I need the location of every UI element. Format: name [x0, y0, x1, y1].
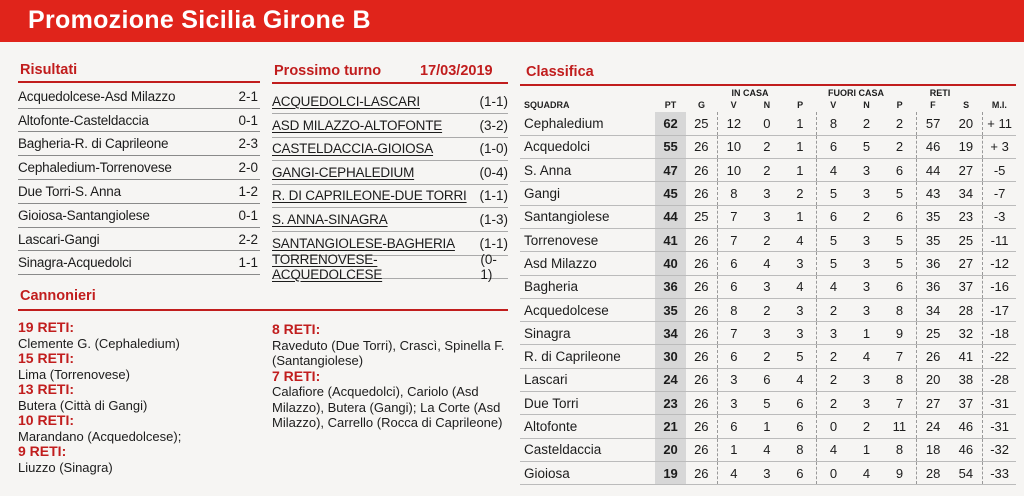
standings-goals-against: 27: [949, 159, 982, 182]
standings-row: [520, 252, 1016, 275]
standings-games: 26: [686, 275, 717, 298]
result-row: [18, 252, 260, 276]
next-previous-score: (3-2): [479, 117, 508, 133]
standings-row: [520, 415, 1016, 438]
next-match-row: [272, 137, 508, 161]
standings-home-losses: 4: [783, 368, 816, 391]
standings-away-wins: 2: [817, 392, 850, 415]
standings-col-header: P: [896, 100, 903, 110]
standings-games: 26: [686, 159, 717, 182]
standings-away-losses: 5: [883, 182, 916, 205]
standings-away-draws: 3: [850, 275, 883, 298]
standings-games: 26: [686, 368, 717, 391]
standings-goals-against: 20: [949, 112, 982, 135]
scorer-names: Lima (Torrenovese): [18, 366, 130, 382]
standings-row: [520, 135, 1016, 158]
standings-home-losses: 1: [783, 112, 816, 135]
standings-points: 20: [655, 438, 686, 461]
next-match: TORRENOVESE-ACQUEDOLCESE: [272, 251, 383, 282]
next-previous-score: (1-1): [479, 235, 508, 251]
standings-away-losses: 5: [883, 252, 916, 275]
standings-away-losses: 7: [883, 392, 916, 415]
result-match: Cephaledium-Torrenovese: [18, 160, 172, 176]
standings-goals-against: 19: [949, 135, 982, 158]
next-previous-score: (0-4): [479, 164, 508, 180]
standings-goals-against: 54: [949, 461, 982, 484]
standings-media-inglese: -3: [983, 205, 1016, 228]
standings-home-draws: 4: [750, 438, 783, 461]
next-previous-score: (1-0): [479, 141, 508, 157]
standings-media-inglese: -18: [983, 322, 1016, 345]
standings-media-inglese: -33: [983, 461, 1016, 484]
standings-goals-for: 34: [916, 298, 949, 321]
standings-goals-for: 35: [916, 228, 949, 251]
standings-home-draws: 3: [750, 205, 783, 228]
standings-home-losses: 6: [783, 392, 816, 415]
next-previous-score: (1-3): [479, 212, 508, 227]
standings-home-wins: 10: [717, 135, 750, 158]
classifica-divider: [520, 84, 1016, 86]
cannonieri-divider: [18, 309, 508, 311]
result-row: [18, 85, 260, 109]
standings-away-draws: 3: [850, 368, 883, 391]
standings-team-name: Lascari: [520, 368, 655, 391]
standings-games: 26: [686, 438, 717, 461]
standings-goals-against: 23: [949, 205, 982, 228]
next-match-row: [272, 114, 508, 138]
standings-home-losses: 2: [783, 182, 816, 205]
standings-points: 19: [655, 461, 686, 484]
risultati-divider: [18, 81, 260, 83]
scorer-goals: 7 RETI:: [272, 367, 321, 384]
standings-goals-against: 25: [949, 228, 982, 251]
standings-goals-for: 46: [916, 135, 949, 158]
next-match-row: [272, 184, 508, 208]
standings-goals-for: 27: [916, 392, 949, 415]
standings-col-header: N: [863, 100, 870, 110]
standings-home-draws: 5: [750, 392, 783, 415]
standings-home-losses: 5: [783, 345, 816, 368]
standings-away-draws: 3: [850, 228, 883, 251]
standings-away-wins: 0: [817, 415, 850, 438]
standings-points: 40: [655, 252, 686, 275]
standings-away-draws: 3: [850, 182, 883, 205]
scorer-names: Marandano (Acquedolcese);: [18, 428, 182, 444]
standings-away-draws: 3: [850, 252, 883, 275]
standings-col-header: S: [963, 100, 970, 110]
standings-home-draws: 6: [750, 368, 783, 391]
standings-col-header: PT: [664, 100, 677, 110]
standings-row: [520, 461, 1016, 484]
standings-home-wins: 10: [717, 159, 750, 182]
standings-home-wins: 4: [717, 461, 750, 484]
standings-goals-for: 43: [916, 182, 949, 205]
standings-points: 36: [655, 275, 686, 298]
standings-points: 47: [655, 159, 686, 182]
standings-row: [520, 322, 1016, 345]
scorer-names: Liuzzo (Sinagra): [18, 459, 113, 475]
result-row: [18, 180, 260, 204]
standings-home-wins: 6: [717, 252, 750, 275]
title-banner: [0, 0, 1024, 42]
standings-home-losses: 4: [783, 275, 816, 298]
standings-col-header: M.I.: [991, 100, 1007, 110]
standings-away-losses: 2: [883, 135, 916, 158]
next-match: CASTELDACCIA-GIOIOSA: [272, 141, 434, 157]
standings-goals-for: 18: [916, 438, 949, 461]
cannonieri-right-column: [272, 322, 508, 431]
standings-away-wins: 4: [817, 275, 850, 298]
standings-home-draws: 3: [750, 322, 783, 345]
standings-media-inglese: -31: [983, 415, 1016, 438]
standings-goals-for: 36: [916, 275, 949, 298]
standings-home-losses: 3: [783, 252, 816, 275]
standings-games: 26: [686, 345, 717, 368]
standings-points: 24: [655, 368, 686, 391]
result-row: [18, 133, 260, 157]
next-match: ASD MILAZZO-ALTOFONTE: [272, 117, 443, 133]
standings-away-wins: 4: [817, 438, 850, 461]
standings-media-inglese: -12: [983, 252, 1016, 275]
next-match-row: [272, 161, 508, 185]
standings-games: 26: [686, 252, 717, 275]
standings-away-losses: 6: [883, 205, 916, 228]
standings-away-losses: 2: [883, 112, 916, 135]
next-match: SANTANGIOLESE-BAGHERIA: [272, 235, 455, 251]
standings-games: 26: [686, 228, 717, 251]
standings-home-losses: 3: [783, 298, 816, 321]
standings-games: 26: [686, 135, 717, 158]
result-score: 1-1: [238, 255, 258, 271]
standings-team-name: Altofonte: [520, 415, 655, 438]
standings-games: 26: [686, 461, 717, 484]
standings-away-losses: 8: [883, 298, 916, 321]
standings-points: 34: [655, 322, 686, 345]
standings-row: [520, 275, 1016, 298]
standings-home-losses: 8: [783, 438, 816, 461]
result-row: [18, 156, 260, 180]
standings-home-wins: 6: [717, 275, 750, 298]
scorer-names: Raveduto (Due Torri), Crascì, Spinella F. (Santangiolese): [272, 337, 505, 368]
standings-away-draws: 3: [850, 392, 883, 415]
standings-goals-against: 34: [949, 182, 982, 205]
next-match: ACQUEDOLCI-LASCARI: [272, 94, 420, 109]
header-reti: RETI: [929, 88, 951, 98]
standings-goals-against: 27: [949, 252, 982, 275]
standings-home-wins: 8: [717, 298, 750, 321]
standings-home-losses: 4: [783, 228, 816, 251]
standings-row: [520, 182, 1016, 205]
standings-away-wins: 5: [817, 252, 850, 275]
standings-away-losses: 8: [883, 438, 916, 461]
standings-away-losses: 6: [883, 159, 916, 182]
standings-home-draws: 2: [750, 345, 783, 368]
standings-goals-against: 28: [949, 298, 982, 321]
standings-away-draws: 3: [850, 159, 883, 182]
header-in-casa: IN CASA: [731, 88, 769, 98]
result-row: [18, 109, 260, 133]
standings-away-draws: 4: [850, 345, 883, 368]
scorer-goals: 10 RETI:: [18, 412, 75, 428]
scorer-names: Calafiore (Acquedolci), Cariolo (Asd Milazzo), Butera (Gangi); La Corte (Asd Milazzo), Carrello (Rocca di Caprileone): [272, 384, 503, 430]
standings-table: [520, 98, 1016, 485]
standings-col-header: F: [930, 100, 936, 110]
standings-team-name: S. Anna: [520, 159, 655, 182]
result-match: Sinagra-Acquedolci: [18, 255, 132, 271]
standings-col-header: P: [797, 100, 804, 110]
header-fuori-casa: FUORI CASA: [828, 88, 884, 98]
standings-goals-against: 38: [949, 368, 982, 391]
result-match: Gioiosa-Santangiolese: [18, 207, 150, 223]
standings-home-losses: 3: [783, 322, 816, 345]
standings-away-losses: 6: [883, 275, 916, 298]
standings-home-draws: 3: [750, 182, 783, 205]
scorer-names: Butera (Città di Gangi): [18, 397, 148, 413]
result-match: Altofonte-Casteldaccia: [18, 112, 149, 128]
cannonieri-left-column: [18, 320, 263, 475]
standings-home-draws: 3: [750, 461, 783, 484]
standings-media-inglese: -17: [983, 298, 1016, 321]
next-match: GANGI-CEPHALEDIUM: [272, 164, 415, 180]
standings-games: 26: [686, 392, 717, 415]
result-score: 2-1: [238, 88, 258, 104]
standings-media-inglese: -22: [983, 345, 1016, 368]
standings-away-losses: 9: [883, 322, 916, 345]
standings-home-draws: 4: [750, 252, 783, 275]
scorer-goals: 15 RETI:: [18, 350, 75, 366]
standings-points: 44: [655, 205, 686, 228]
standings-team-name: Torrenovese: [520, 228, 655, 251]
standings-points: 30: [655, 345, 686, 368]
standings-away-losses: 5: [883, 228, 916, 251]
standings-team-name: Santangiolese: [520, 205, 655, 228]
standings-goals-against: 37: [949, 275, 982, 298]
standings-team-name: Due Torri: [520, 392, 655, 415]
cannonieri-heading: Cannonieri: [20, 288, 96, 304]
standings-col-header: G: [698, 100, 706, 110]
standings-away-wins: 0: [817, 461, 850, 484]
standings-team-name: Cephaledium: [520, 112, 655, 135]
standings-team-name: Bagheria: [520, 275, 655, 298]
standings-home-draws: 0: [750, 112, 783, 135]
next-previous-score: (1-1): [479, 94, 508, 109]
standings-col-header: V: [830, 100, 837, 110]
result-score: 0-1: [238, 207, 258, 223]
standings-away-wins: 5: [817, 228, 850, 251]
standings-home-losses: 1: [783, 205, 816, 228]
standings-team-name: Gioiosa: [520, 461, 655, 484]
standings-away-wins: 6: [817, 205, 850, 228]
risultati-heading: Risultati: [20, 62, 78, 78]
standings-points: 23: [655, 392, 686, 415]
standings-home-draws: 3: [750, 275, 783, 298]
standings-away-losses: 11: [883, 415, 916, 438]
standings-goals-against: 37: [949, 392, 982, 415]
standings-media-inglese: -28: [983, 368, 1016, 391]
standings-team-name: Casteldaccia: [520, 438, 655, 461]
standings-goals-for: 28: [916, 461, 949, 484]
standings-media-inglese: -11: [983, 228, 1016, 251]
standings-row: [520, 205, 1016, 228]
standings-goals-for: 26: [916, 345, 949, 368]
standings-goals-against: 46: [949, 415, 982, 438]
standings-goals-against: 46: [949, 438, 982, 461]
standings-media-inglese: + 3: [983, 135, 1016, 158]
result-match: Lascari-Gangi: [18, 231, 100, 247]
result-match: Acquedolcese-Asd Milazzo: [18, 88, 176, 104]
standings-points: 62: [655, 112, 686, 135]
standings-col-header: V: [730, 100, 737, 110]
prossimo-turno-date: 17/03/2019: [420, 63, 493, 79]
standings-media-inglese: + 11: [983, 112, 1016, 135]
standings-away-draws: 1: [850, 322, 883, 345]
standings-away-wins: 4: [817, 159, 850, 182]
standings-home-wins: 6: [717, 345, 750, 368]
standings-goals-against: 32: [949, 322, 982, 345]
standings-row: [520, 392, 1016, 415]
result-match: Due Torri-S. Anna: [18, 183, 121, 199]
prossimo-turno-divider: [272, 82, 508, 84]
standings-home-losses: 6: [783, 415, 816, 438]
standings-away-wins: 5: [817, 182, 850, 205]
standings-games: 26: [686, 182, 717, 205]
result-score: 2-2: [238, 231, 258, 247]
standings-away-draws: 2: [850, 205, 883, 228]
standings-away-draws: 3: [850, 298, 883, 321]
standings-points: 41: [655, 228, 686, 251]
standings-home-wins: 7: [717, 228, 750, 251]
standings-goals-for: 35: [916, 205, 949, 228]
standings-home-draws: 2: [750, 298, 783, 321]
standings-home-wins: 3: [717, 392, 750, 415]
standings-home-wins: 12: [717, 112, 750, 135]
result-score: 1-2: [238, 183, 258, 199]
next-previous-score: (0-1): [480, 251, 497, 282]
next-match-row: [272, 251, 508, 282]
result-score: 2-3: [238, 136, 258, 152]
standings-points: 35: [655, 298, 686, 321]
standings-away-wins: 3: [817, 322, 850, 345]
standings-goals-for: 57: [916, 112, 949, 135]
standings-home-wins: 8: [717, 182, 750, 205]
standings-team-name: Asd Milazzo: [520, 252, 655, 275]
standings-games: 26: [686, 298, 717, 321]
standings-away-draws: 5: [850, 135, 883, 158]
standings-home-wins: 7: [717, 322, 750, 345]
next-previous-score: (1-1): [479, 188, 508, 204]
standings-home-wins: 7: [717, 205, 750, 228]
result-row: [18, 228, 260, 252]
standings-away-draws: 2: [850, 415, 883, 438]
scorer-goals: 19 RETI:: [18, 319, 75, 335]
standings-home-wins: 6: [717, 415, 750, 438]
standings-points: 55: [655, 135, 686, 158]
result-match: Bagheria-R. di Caprileone: [18, 136, 169, 152]
standings-goals-for: 44: [916, 159, 949, 182]
standings-team-name: Sinagra: [520, 322, 655, 345]
page-title: Promozione Sicilia Girone B: [28, 6, 371, 34]
standings-home-wins: 1: [717, 438, 750, 461]
standings-goals-for: 20: [916, 368, 949, 391]
standings-row: [520, 159, 1016, 182]
standings-team-name: Acquedolci: [520, 135, 655, 158]
standings-away-wins: 8: [817, 112, 850, 135]
standings-row: [520, 298, 1016, 321]
standings-team-name: Gangi: [520, 182, 655, 205]
standings-home-draws: 2: [750, 159, 783, 182]
classifica-heading: Classifica: [526, 64, 594, 80]
standings-row: [520, 112, 1016, 135]
standings-media-inglese: -31: [983, 392, 1016, 415]
standings-row: [520, 438, 1016, 461]
standings-row: [520, 368, 1016, 391]
standings-away-losses: 9: [883, 461, 916, 484]
next-match: R. DI CAPRILEONE-DUE TORRI: [272, 188, 467, 204]
standings-away-draws: 2: [850, 112, 883, 135]
standings-games: 26: [686, 415, 717, 438]
standings-points: 45: [655, 182, 686, 205]
standings-media-inglese: -16: [983, 275, 1016, 298]
standings-team-name: Acquedolcese: [520, 298, 655, 321]
result-row: [18, 204, 260, 228]
standings-games: 26: [686, 322, 717, 345]
standings-away-draws: 4: [850, 461, 883, 484]
standings-away-wins: 2: [817, 298, 850, 321]
result-score: 0-1: [238, 112, 258, 128]
standings-media-inglese: -7: [983, 182, 1016, 205]
standings-header-row: [520, 98, 1016, 112]
standings-home-draws: 1: [750, 415, 783, 438]
standings-media-inglese: -5: [983, 159, 1016, 182]
standings-away-wins: 6: [817, 135, 850, 158]
standings-points: 21: [655, 415, 686, 438]
standings-home-draws: 2: [750, 228, 783, 251]
next-match-row: [272, 208, 508, 232]
standings-media-inglese: -32: [983, 438, 1016, 461]
standings-games: 25: [686, 205, 717, 228]
standings-away-draws: 1: [850, 438, 883, 461]
standings-games: 25: [686, 112, 717, 135]
standings-goals-for: 24: [916, 415, 949, 438]
standings-away-losses: 8: [883, 368, 916, 391]
standings-goals-for: 36: [916, 252, 949, 275]
scorer-names: Clemente G. (Cephaledium): [18, 335, 180, 351]
standings-goals-against: 41: [949, 345, 982, 368]
standings-away-wins: 2: [817, 368, 850, 391]
prossimo-turno-heading: Prossimo turno: [274, 63, 382, 79]
standings-away-wins: 2: [817, 345, 850, 368]
standings-home-wins: 3: [717, 368, 750, 391]
scorer-goals: 8 RETI:: [272, 321, 321, 337]
scorer-goals: 9 RETI:: [18, 443, 67, 459]
standings-home-losses: 6: [783, 461, 816, 484]
next-match: S. ANNA-SINAGRA: [272, 212, 388, 227]
standings-col-header: SQUADRA: [524, 100, 570, 110]
standings-team-name: R. di Caprileone: [520, 345, 655, 368]
standings-col-header: N: [763, 100, 771, 110]
standings-away-losses: 7: [883, 345, 916, 368]
scorer-goals: 13 RETI:: [18, 381, 75, 397]
standings-row: [520, 228, 1016, 251]
next-match-row: [272, 90, 508, 114]
standings-home-draws: 2: [750, 135, 783, 158]
standings-goals-for: 25: [916, 322, 949, 345]
result-score: 2-0: [238, 160, 258, 176]
standings-home-losses: 1: [783, 135, 816, 158]
standings-home-losses: 1: [783, 159, 816, 182]
standings-row: [520, 345, 1016, 368]
